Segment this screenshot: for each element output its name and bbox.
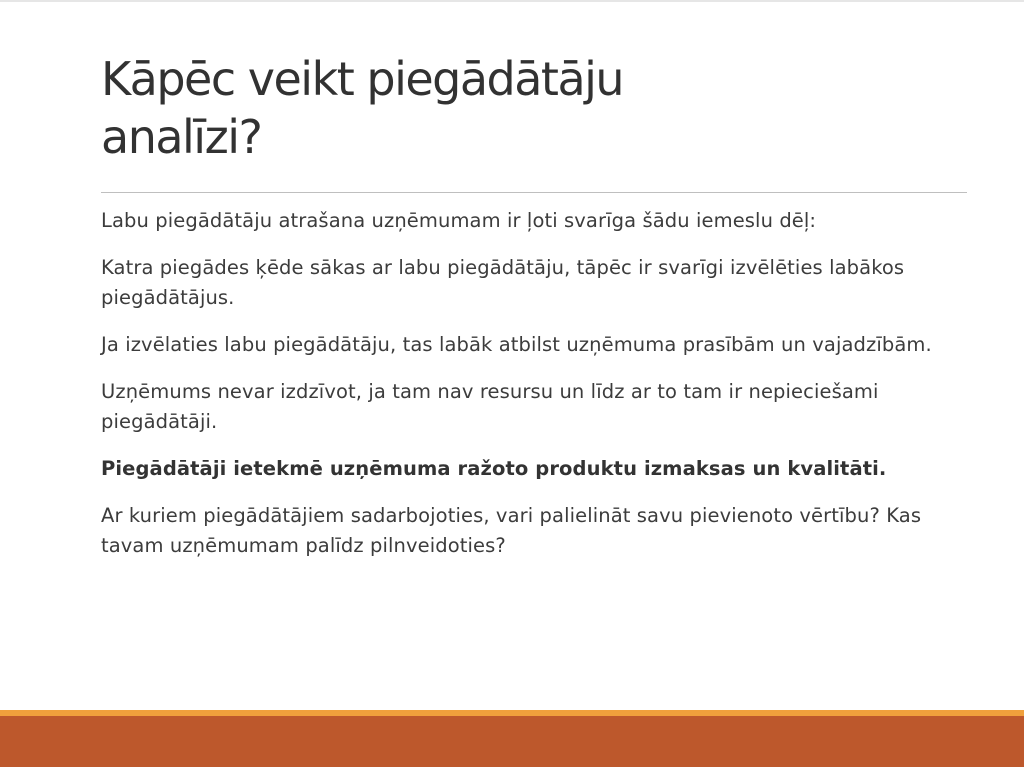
body-paragraph-1: Labu piegādātāju atrašana uzņēmumam ir ļoti svarīga šādu iemeslu dēļ: — [101, 209, 817, 232]
body-paragraph-3: Ja izvēlaties labu piegādātāju, tas labāk atbilst uzņēmuma prasībām un vajadzībām. — [101, 333, 932, 356]
footer-band — [0, 716, 1024, 767]
body-paragraph-4: Uzņēmums nevar izdzīvot, ja tam nav resursu un līdz ar to tam ir nepieciešami piegādātāji. — [101, 380, 879, 433]
slide-title-line-2: analīzi? — [101, 110, 262, 164]
body-paragraph-5-emphasis: Piegādātāji ietekmē uzņēmuma ražoto produktu izmaksas un kvalitāti. — [101, 457, 887, 480]
body-paragraph-2: Katra piegādes ķēde sākas ar labu piegādātāju, tāpēc ir svarīgi izvēlēties labākos piegādātājus. — [101, 256, 905, 309]
slide-title — [101, 50, 921, 166]
slide-top-edge — [0, 0, 1024, 2]
slide-body — [101, 206, 961, 578]
body-paragraph-6: Ar kuriem piegādātājiem sadarbojoties, vari palielināt savu pievienoto vērtību? Kas tavam uzņēmumam palīdz pilnveidoties? — [101, 504, 922, 557]
slide-title-line-1: Kāpēc veikt piegādātāju — [101, 52, 624, 106]
title-divider — [101, 192, 967, 193]
